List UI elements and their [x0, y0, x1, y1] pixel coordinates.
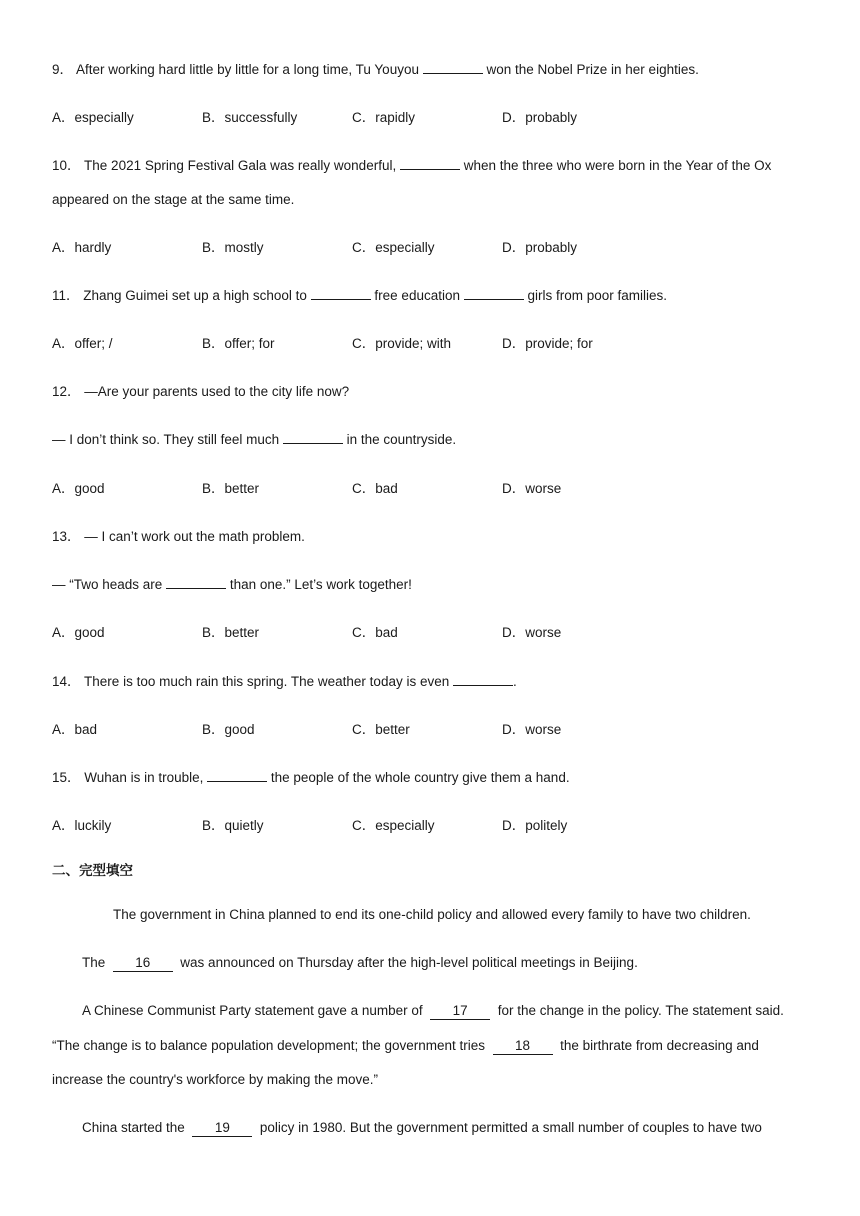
- question-10-continued: appeared on the stage at the same time.: [52, 192, 295, 207]
- option-c: C．bad: [352, 481, 398, 496]
- question-number: 12．: [52, 384, 81, 399]
- reply-text: in the countryside.: [342, 432, 457, 447]
- option-d: D．politely: [502, 818, 568, 833]
- question-15: [52, 768, 570, 788]
- question-text: won the Nobel Prize in her eighties.: [482, 62, 699, 77]
- option-a: A．hardly: [52, 240, 112, 255]
- cloze-blank-16: 16: [113, 955, 173, 972]
- passage-text: China started the: [82, 1120, 189, 1135]
- passage-text: for the change in the policy. The statement said.: [493, 1003, 784, 1018]
- question-text: Wuhan is in trouble,: [84, 770, 208, 785]
- option-d: D．provide; for: [502, 336, 593, 351]
- question-number: 10．: [52, 158, 81, 173]
- option-a: A．good: [52, 481, 105, 496]
- question-12: [52, 382, 349, 402]
- option-c: C．bad: [352, 625, 398, 640]
- option-a: A．offer; /: [52, 336, 113, 351]
- question-text: After working hard little by little for a long time, Tu Youyou: [76, 62, 423, 77]
- passage-text: was announced on Thursday after the high-level political meetings in Beijing.: [176, 955, 638, 970]
- option-d: D．worse: [502, 722, 562, 737]
- question-text: .: [512, 674, 517, 689]
- option-b: B．better: [202, 481, 260, 496]
- passage-paragraph-4: [82, 1118, 762, 1138]
- passage-text: The: [82, 955, 110, 970]
- question-text: girls from poor families.: [523, 288, 668, 303]
- question-number: 13．: [52, 529, 81, 544]
- question-10: [52, 156, 771, 176]
- option-b: B．mostly: [202, 240, 264, 255]
- passage-paragraph-1: The government in China planned to end its one-child policy and allowed every family to have two children.: [113, 907, 751, 922]
- option-b: B．better: [202, 625, 260, 640]
- cloze-blank-17: 17: [430, 1003, 490, 1020]
- passage-text: the birthrate from decreasing and: [556, 1038, 759, 1053]
- question-11: [52, 286, 667, 306]
- passage-text: A Chinese Communist Party statement gave a number of: [82, 1003, 427, 1018]
- cloze-blank-19: 19: [192, 1120, 252, 1137]
- option-c: C．especially: [352, 818, 435, 833]
- question-number: 11．: [52, 288, 80, 303]
- option-a: A．good: [52, 625, 105, 640]
- question-text: free education: [370, 288, 464, 303]
- option-c: C．especially: [352, 240, 435, 255]
- option-a: A．bad: [52, 722, 98, 737]
- passage-text: policy in 1980. But the government permitted a small number of couples to have two: [256, 1120, 762, 1135]
- cloze-blank-18: 18: [493, 1038, 553, 1055]
- passage-paragraph-3-line-2: [52, 1036, 759, 1056]
- reply-text: — “Two heads are: [52, 577, 167, 592]
- answer-blank: [400, 156, 460, 170]
- option-b: B．good: [202, 722, 255, 737]
- question-text: The 2021 Spring Festival Gala was really wonderful,: [84, 158, 400, 173]
- option-b: B．offer; for: [202, 336, 275, 351]
- question-number: 9．: [52, 62, 74, 77]
- option-b: B．successfully: [202, 110, 298, 125]
- answer-blank: [207, 768, 267, 782]
- question-text: — I can’t work out the math problem.: [84, 529, 305, 544]
- passage-paragraph-3: [82, 1001, 784, 1021]
- question-12-reply: [52, 430, 456, 450]
- reply-text: — I don’t think so. They still feel much: [52, 432, 283, 447]
- question-text: There is too much rain this spring. The weather today is even: [84, 674, 453, 689]
- option-c: C．rapidly: [352, 110, 416, 125]
- option-c: C．better: [352, 722, 410, 737]
- question-text: when the three who were born in the Year of the Ox: [459, 158, 772, 173]
- answer-blank: [283, 430, 343, 444]
- question-text: the people of the whole country give them a hand.: [267, 770, 570, 785]
- option-d: D．probably: [502, 240, 578, 255]
- question-text: —Are your parents used to the city life now?: [84, 384, 350, 399]
- option-d: D．worse: [502, 481, 562, 496]
- question-9: [52, 60, 699, 80]
- option-a: A．especially: [52, 110, 134, 125]
- answer-blank: [464, 286, 524, 300]
- passage-text: “The change is to balance population development; the government tries: [52, 1038, 489, 1053]
- question-14: [52, 672, 517, 692]
- answer-blank: [311, 286, 371, 300]
- question-13: [52, 527, 305, 547]
- question-number: 14．: [52, 674, 81, 689]
- passage-paragraph-3-line-3: increase the country's workforce by making the move.”: [52, 1072, 378, 1087]
- option-c: C．provide; with: [352, 336, 452, 351]
- answer-blank: [166, 575, 226, 589]
- answer-blank: [453, 672, 513, 686]
- option-d: D．worse: [502, 625, 562, 640]
- passage-paragraph-2: [82, 953, 638, 973]
- question-text: Zhang Guimei set up a high school to: [83, 288, 311, 303]
- question-number: 15．: [52, 770, 81, 785]
- option-d: D．probably: [502, 110, 578, 125]
- question-13-reply: [52, 575, 412, 595]
- reply-text: than one.” Let’s work together!: [226, 577, 412, 592]
- option-a: A．luckily: [52, 818, 112, 833]
- answer-blank: [423, 60, 483, 74]
- option-b: B．quietly: [202, 818, 264, 833]
- section-title: 二、完型填空: [52, 863, 133, 879]
